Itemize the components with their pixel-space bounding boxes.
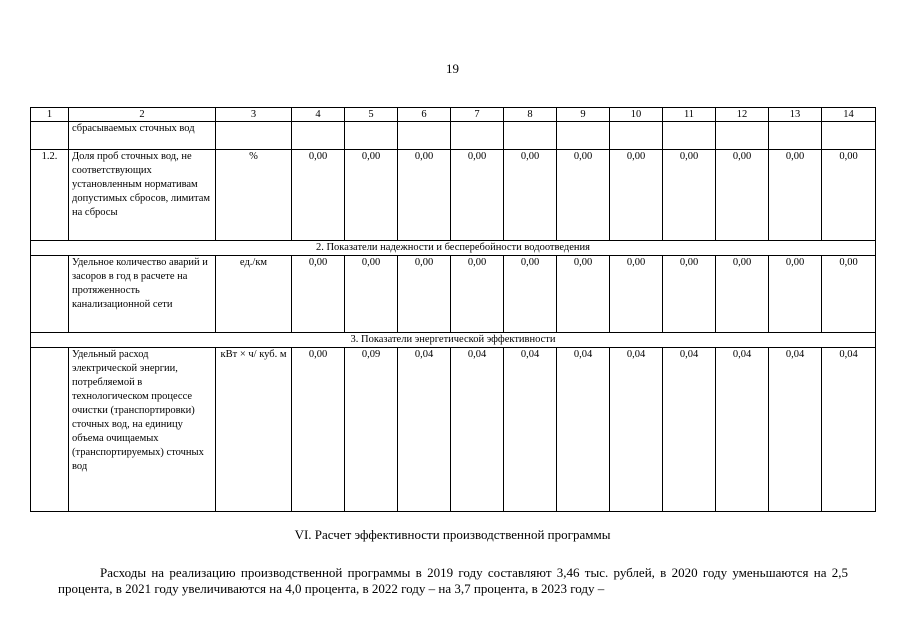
header-cell: 8 xyxy=(504,108,557,122)
header-cell: 5 xyxy=(345,108,398,122)
value-cell: 0,00 xyxy=(716,256,769,333)
header-cell: 14 xyxy=(822,108,876,122)
value-cell: 0,04 xyxy=(504,348,557,512)
indicator-name-cell: сбрасываемых сточных вод xyxy=(69,122,216,150)
value-cell: 0,00 xyxy=(292,256,345,333)
body-paragraph: Расходы на реализацию производственной программы в 2019 году составляют 3,46 тыс. рублей, в 2020 году уменьшаются на 2,5 процента, в 2021 году увеличиваются на 4,0 процента, в 2022 году – на 3,7 процента, в 2023 году – xyxy=(58,565,848,596)
table-header-row xyxy=(31,108,876,122)
value-cell: 0,04 xyxy=(716,348,769,512)
header-cell: 9 xyxy=(557,108,610,122)
value-cell xyxy=(822,122,876,150)
page-number: 19 xyxy=(446,61,459,76)
value-cell xyxy=(769,122,822,150)
value-cell: 0,04 xyxy=(663,348,716,512)
value-cell: 0,00 xyxy=(822,256,876,333)
header-cell: 6 xyxy=(398,108,451,122)
row-number-cell xyxy=(31,122,69,150)
value-cell: 0,00 xyxy=(451,150,504,241)
value-cell: 0,00 xyxy=(345,150,398,241)
header-cell: 4 xyxy=(292,108,345,122)
table-row xyxy=(31,150,876,241)
header-cell: 10 xyxy=(610,108,663,122)
header-cell: 11 xyxy=(663,108,716,122)
section-row xyxy=(31,241,876,256)
row-number-cell xyxy=(31,348,69,512)
value-cell: 0,00 xyxy=(345,256,398,333)
value-cell: 0,04 xyxy=(398,348,451,512)
value-cell: 0,00 xyxy=(451,256,504,333)
header-cell: 2 xyxy=(69,108,216,122)
value-cell: 0,00 xyxy=(292,150,345,241)
header-cell: 13 xyxy=(769,108,822,122)
value-cell xyxy=(610,122,663,150)
row-number-cell: 1.2. xyxy=(31,150,69,241)
indicator-name-cell: Доля проб сточных вод, не соответствующих установленным нормативам допустимых сбросов, лимитам на сбросы xyxy=(69,150,216,241)
unit-cell: % xyxy=(216,150,292,241)
value-cell: 0,00 xyxy=(769,150,822,241)
unit-cell: кВт × ч/ куб. м xyxy=(216,348,292,512)
value-cell xyxy=(451,122,504,150)
value-cell: 0,00 xyxy=(663,150,716,241)
header-cell: 3 xyxy=(216,108,292,122)
value-cell xyxy=(504,122,557,150)
indicator-name-cell: Удельный расход электрической энергии, потребляемой в технологическом процессе очистки (транспортировки) сточных вод, на единицу объема очищаемых (транспортируемых) сточных вод xyxy=(69,348,216,512)
value-cell: 0,04 xyxy=(557,348,610,512)
value-cell: 0,00 xyxy=(398,256,451,333)
value-cell: 0,00 xyxy=(504,150,557,241)
value-cell xyxy=(663,122,716,150)
value-cell xyxy=(557,122,610,150)
value-cell: 0,00 xyxy=(716,150,769,241)
header-cell: 7 xyxy=(451,108,504,122)
value-cell: 0,00 xyxy=(398,150,451,241)
value-cell: 0,04 xyxy=(822,348,876,512)
value-cell: 0,00 xyxy=(769,256,822,333)
header-cell: 1 xyxy=(31,108,69,122)
value-cell xyxy=(716,122,769,150)
value-cell xyxy=(398,122,451,150)
section-title: 3. Показатели энергетической эффективности xyxy=(31,333,876,348)
production-program-table xyxy=(30,107,876,512)
value-cell: 0,00 xyxy=(610,150,663,241)
section-row xyxy=(31,333,876,348)
unit-cell: ед./км xyxy=(216,256,292,333)
value-cell: 0,00 xyxy=(822,150,876,241)
row-number-cell xyxy=(31,256,69,333)
indicator-name-cell: Удельное количество аварий и засоров в год в расчете на протяженность канализационной сети xyxy=(69,256,216,333)
table-row xyxy=(31,122,876,150)
value-cell: 0,00 xyxy=(610,256,663,333)
value-cell: 0,04 xyxy=(769,348,822,512)
value-cell: 0,00 xyxy=(557,256,610,333)
table-row xyxy=(31,348,876,512)
value-cell xyxy=(345,122,398,150)
section-title: 2. Показатели надежности и бесперебойности водоотведения xyxy=(31,241,876,256)
table-row xyxy=(31,256,876,333)
value-cell: 0,00 xyxy=(504,256,557,333)
value-cell: 0,04 xyxy=(451,348,504,512)
value-cell: 0,00 xyxy=(292,348,345,512)
unit-cell xyxy=(216,122,292,150)
value-cell: 0,09 xyxy=(345,348,398,512)
value-cell: 0,04 xyxy=(610,348,663,512)
value-cell xyxy=(292,122,345,150)
section-heading: VI. Расчет эффективности производственной программы xyxy=(294,527,611,542)
value-cell: 0,00 xyxy=(663,256,716,333)
header-cell: 12 xyxy=(716,108,769,122)
value-cell: 0,00 xyxy=(557,150,610,241)
